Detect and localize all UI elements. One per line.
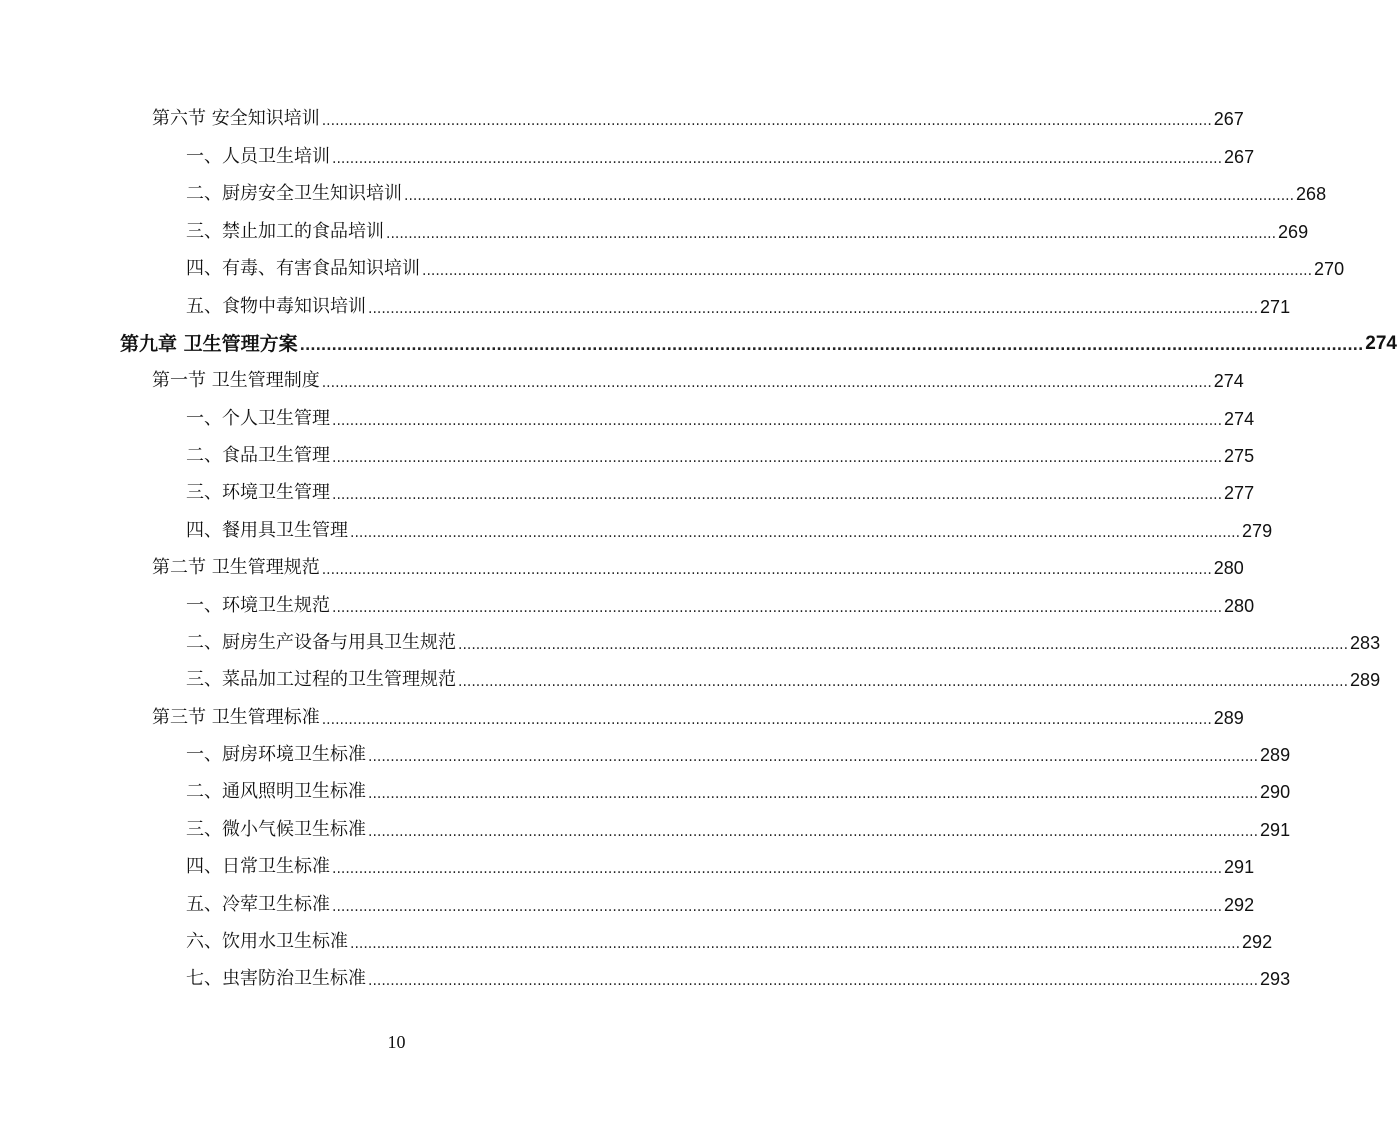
- leader-dots: ........................................................................................................................................................................................................: [332, 413, 1223, 429]
- toc-entry-label: 四、餐用具卫生管理: [186, 520, 348, 541]
- leader-dots: ........................................................................................................................................................................................................: [368, 301, 1259, 317]
- toc-entry-page: 291: [1224, 857, 1255, 877]
- toc-entry[interactable]: [186, 175, 1327, 205]
- toc-entry-label: 第一节 卫生管理制度: [152, 370, 320, 391]
- toc-entry-page: 274: [1213, 371, 1244, 391]
- toc-entry-label: 二、通风照明卫生标准: [186, 781, 366, 802]
- leader-dots: ........................................................................................................................................................................................................: [321, 562, 1212, 578]
- toc-entry[interactable]: [152, 362, 1244, 392]
- toc-entry-label: 五、食物中毒知识培训: [186, 296, 366, 317]
- toc-entry[interactable]: [186, 960, 1291, 990]
- toc-entry-label: 三、禁止加工的食品培训: [186, 221, 384, 242]
- toc-entry-page: 275: [1224, 446, 1255, 466]
- leader-dots: ........................................................................................................................................................................................................: [350, 525, 1241, 541]
- toc-entry[interactable]: [186, 886, 1255, 916]
- leader-dots: ........................................................................................................................................................................................................: [368, 973, 1259, 989]
- toc-entry-page: 269: [1278, 222, 1309, 242]
- toc-entry-page: 291: [1260, 820, 1291, 840]
- toc-entry[interactable]: [186, 661, 1381, 691]
- toc-entry[interactable]: [186, 736, 1291, 766]
- leader-dots: ........................................................................................................................................................................................................: [332, 450, 1223, 466]
- toc-entry-page: 277: [1224, 483, 1255, 503]
- leader-dots: ........................................................................................................................................................................................................: [321, 375, 1212, 391]
- toc-entry-label: 七、虫害防治卫生标准: [186, 968, 366, 989]
- toc-entry[interactable]: [186, 624, 1381, 654]
- toc-entry-page: 271: [1260, 297, 1291, 317]
- leader-dots: ........................................................................................................................................................................................................: [332, 151, 1223, 167]
- leader-dots: ........................................................................................................................................................................................................: [332, 487, 1223, 503]
- toc-entry-page: 289: [1213, 708, 1244, 728]
- toc-entry[interactable]: [186, 138, 1255, 168]
- toc-entry-label: 第九章 卫生管理方案: [120, 333, 298, 355]
- leader-dots: ........................................................................................................................................................................................................: [332, 600, 1223, 616]
- toc-entry[interactable]: [186, 923, 1273, 953]
- toc-entry[interactable]: [186, 474, 1255, 504]
- leader-dots: ........................................................................................................................................................................................................: [386, 226, 1277, 242]
- toc-entry-page: 268: [1296, 184, 1327, 204]
- toc-entry-page: 270: [1314, 259, 1345, 279]
- toc-entry-page: 280: [1213, 558, 1244, 578]
- leader-dots: ........................................................................................................................................................................................................: [368, 786, 1259, 802]
- toc-entry-label: 第三节 卫生管理标准: [152, 707, 320, 728]
- toc-entry[interactable]: [186, 250, 1345, 280]
- toc-entry-page: 274: [1365, 333, 1397, 354]
- toc-entry-page: 290: [1260, 782, 1291, 802]
- toc-entry[interactable]: [152, 549, 1244, 579]
- leader-dots: ........................................................................................................................................................................................................: [368, 749, 1259, 765]
- toc-entry-label: 三、环境卫生管理: [186, 482, 330, 503]
- toc-entry-label: 二、厨房安全卫生知识培训: [186, 183, 402, 204]
- leader-dots: ........................................................................................................................................................................................................: [321, 113, 1212, 129]
- leader-dots: ........................................................................................................................................................................................................: [299, 338, 1364, 354]
- leader-dots: ........................................................................................................................................................................................................: [458, 637, 1349, 653]
- toc-entry[interactable]: [186, 848, 1255, 878]
- toc-entry-page: 267: [1224, 147, 1255, 167]
- toc-entry[interactable]: [186, 811, 1291, 841]
- leader-dots: ........................................................................................................................................................................................................: [321, 712, 1212, 728]
- toc-entry-page: 267: [1213, 109, 1244, 129]
- toc-entry-label: 一、人员卫生培训: [186, 146, 330, 167]
- toc-entry-label: 五、冷荤卫生标准: [186, 894, 330, 915]
- toc-entry[interactable]: [186, 773, 1291, 803]
- toc-entry[interactable]: [186, 400, 1255, 430]
- toc-entry-label: 第六节 安全知识培训: [152, 108, 320, 129]
- leader-dots: ........................................................................................................................................................................................................: [404, 188, 1295, 204]
- toc-entry-page: 289: [1350, 670, 1381, 690]
- toc-entry[interactable]: [186, 437, 1255, 467]
- toc-entry-label: 三、微小气候卫生标准: [186, 819, 366, 840]
- toc-entry-label: 第二节 卫生管理规范: [152, 557, 320, 578]
- toc-entry-label: 六、饮用水卫生标准: [186, 931, 348, 952]
- toc-chapter-entry[interactable]: [120, 325, 1397, 355]
- toc-entry-page: 279: [1242, 521, 1273, 541]
- page-number: 10: [387, 1032, 406, 1052]
- leader-dots: ........................................................................................................................................................................................................: [350, 936, 1241, 952]
- leader-dots: ........................................................................................................................................................................................................: [332, 899, 1223, 915]
- toc-entry[interactable]: [152, 100, 1244, 130]
- toc-entry-page: 280: [1224, 596, 1255, 616]
- toc-entry-page: 292: [1242, 932, 1273, 952]
- leader-dots: ........................................................................................................................................................................................................: [332, 861, 1223, 877]
- toc-entry-page: 292: [1224, 895, 1255, 915]
- toc-entry-label: 二、厨房生产设备与用具卫生规范: [186, 632, 456, 653]
- toc-entry-page: 289: [1260, 745, 1291, 765]
- toc-entry[interactable]: [186, 213, 1309, 243]
- toc-entry[interactable]: [186, 587, 1255, 617]
- toc-entry-page: 293: [1260, 969, 1291, 989]
- toc-entry-label: 四、有毒、有害食品知识培训: [186, 258, 420, 279]
- toc-entry[interactable]: [152, 699, 1244, 729]
- toc-entry-label: 一、个人卫生管理: [186, 408, 330, 429]
- toc-entry-label: 三、菜品加工过程的卫生管理规范: [186, 669, 456, 690]
- leader-dots: ........................................................................................................................................................................................................: [422, 263, 1313, 279]
- toc-entry-page: 274: [1224, 409, 1255, 429]
- toc-entry-label: 二、食品卫生管理: [186, 445, 330, 466]
- leader-dots: ........................................................................................................................................................................................................: [458, 674, 1349, 690]
- toc-entry[interactable]: [186, 288, 1291, 318]
- toc-entry-label: 四、日常卫生标准: [186, 856, 330, 877]
- toc-entry-label: 一、厨房环境卫生标准: [186, 744, 366, 765]
- leader-dots: ........................................................................................................................................................................................................: [368, 824, 1259, 840]
- toc-entry[interactable]: [186, 512, 1273, 542]
- toc-entry-label: 一、环境卫生规范: [186, 595, 330, 616]
- toc-entry-page: 283: [1350, 633, 1381, 653]
